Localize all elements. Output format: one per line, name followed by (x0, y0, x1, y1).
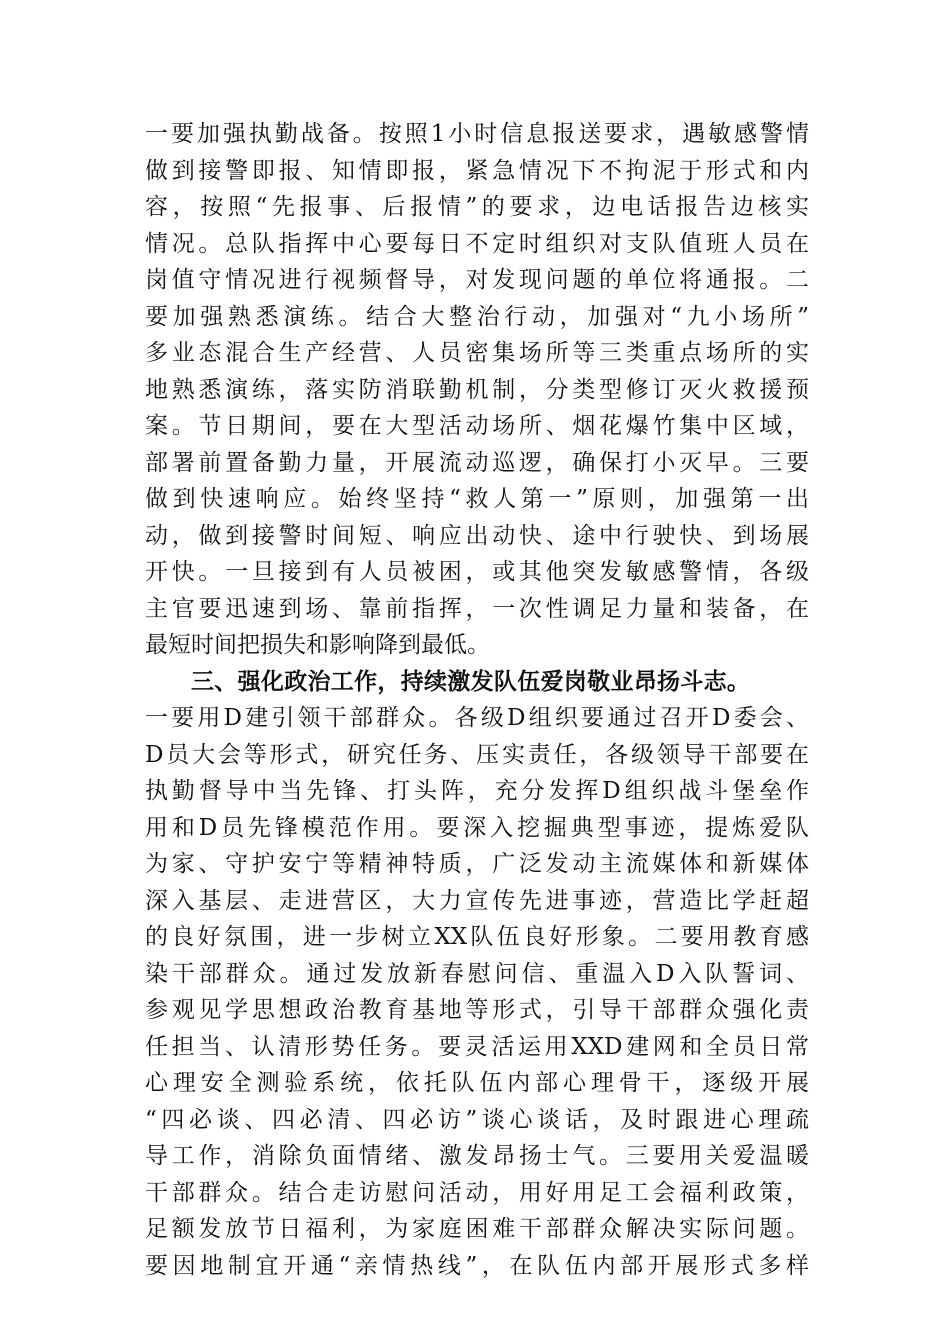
text-line: 容，按照“先报事、后报情”的要求，边电话报告边核实 (145, 194, 809, 220)
text-line: 一要用D建引领干部群众。各级D组织要通过召开D委会、 (145, 705, 809, 731)
text-line: 导工作，消除负面情绪、激发昂扬士气。三要用关爱温暖 (145, 1143, 809, 1169)
text-line: 最短时间把损失和影响降到最低。 (145, 632, 490, 658)
text-line: 深入基层、走进营区，大力宣传先进事迹，营造比学赶超 (145, 887, 809, 914)
text-line: 开快。一旦接到有人员被困，或其他突发敏感警情，各级 (145, 559, 809, 585)
text-line: 用和D员先锋模范作用。要深入挖掘典型事迹，提炼爱队 (145, 814, 809, 841)
text-line: 心理安全测验系统，依托队伍内部心理骨干，逐级开展 (145, 1070, 809, 1096)
text-line: 动，做到接警时间短、响应出动快、途中行驶快、到场展 (145, 522, 809, 549)
text-line: 的良好氛围，进一步树立XX队伍良好形象。二要用教育感 (145, 924, 809, 950)
text-line: 为家、守护安宁等精神特质，广泛发动主流媒体和新媒体 (145, 851, 809, 877)
text-line: “四必谈、四必清、四必访”谈心谈话，及时跟进心理疏 (145, 1106, 809, 1133)
text-line: 主官要迅速到场、靠前指挥，一次性调足力量和装备，在 (145, 595, 809, 622)
text-line: 案。节日期间，要在大型活动场所、烟花爆竹集中区域， (145, 413, 809, 439)
text-line: 执勤督导中当先锋、打头阵，充分发挥D组织战斗堡垒作 (145, 778, 809, 804)
text-line: 情况。总队指挥中心要每日不定时组织对支队值班人员在 (145, 230, 809, 257)
text-line: 做到接警即报、知情即报，紧急情况下不拘泥于形式和内 (145, 157, 809, 184)
text-line: 地熟悉演练，落实防消联勤机制，分类型修订灭火救援预 (145, 376, 809, 403)
text-line: 做到快速响应。始终坚持“救人第一”原则，加强第一出 (145, 486, 809, 512)
text-line: 染干部群众。通过发放新春慰问信、重温入D入队誓词、 (145, 960, 809, 987)
text-line: 足额发放节日福利，为家庭困难干部群众解决实际问题。 (145, 1216, 809, 1242)
document-body (145, 116, 809, 1284)
paragraph-1 (145, 116, 809, 664)
text-line: D员大会等形式，研究任务、压实责任，各级领导干部要在 (145, 741, 809, 768)
text-line: 部署前置备勤力量，开展流动巡逻，确保打小灭早。三要 (145, 449, 809, 476)
section-heading: 三、强化政治工作，持续激发队伍爱岗敬业昂扬斗志。 (191, 668, 751, 695)
text-line: 要因地制宜开通“亲情热线”，在队伍内部开展形式多样 (145, 1252, 809, 1279)
text-line: 参观见学思想政治教育基地等形式，引导干部群众强化责 (145, 997, 809, 1023)
text-line: 干部群众。结合走访慰问活动，用好用足工会福利政策， (145, 1179, 809, 1206)
text-line: 任担当、认清形势任务。要灵活运用XXD建网和全员日常 (145, 1033, 809, 1060)
paragraph-2 (145, 700, 809, 1284)
text-line: 要加强熟悉演练。结合大整治行动，加强对“九小场所” (145, 303, 809, 330)
text-line: 多业态混合生产经营、人员密集场所等三类重点场所的实 (145, 340, 809, 366)
text-line: 一要加强执勤战备。按照1小时信息报送要求，遇敏感警情 (145, 121, 809, 147)
text-line: 岗值守情况进行视频督导，对发现问题的单位将通报。二 (145, 267, 809, 293)
